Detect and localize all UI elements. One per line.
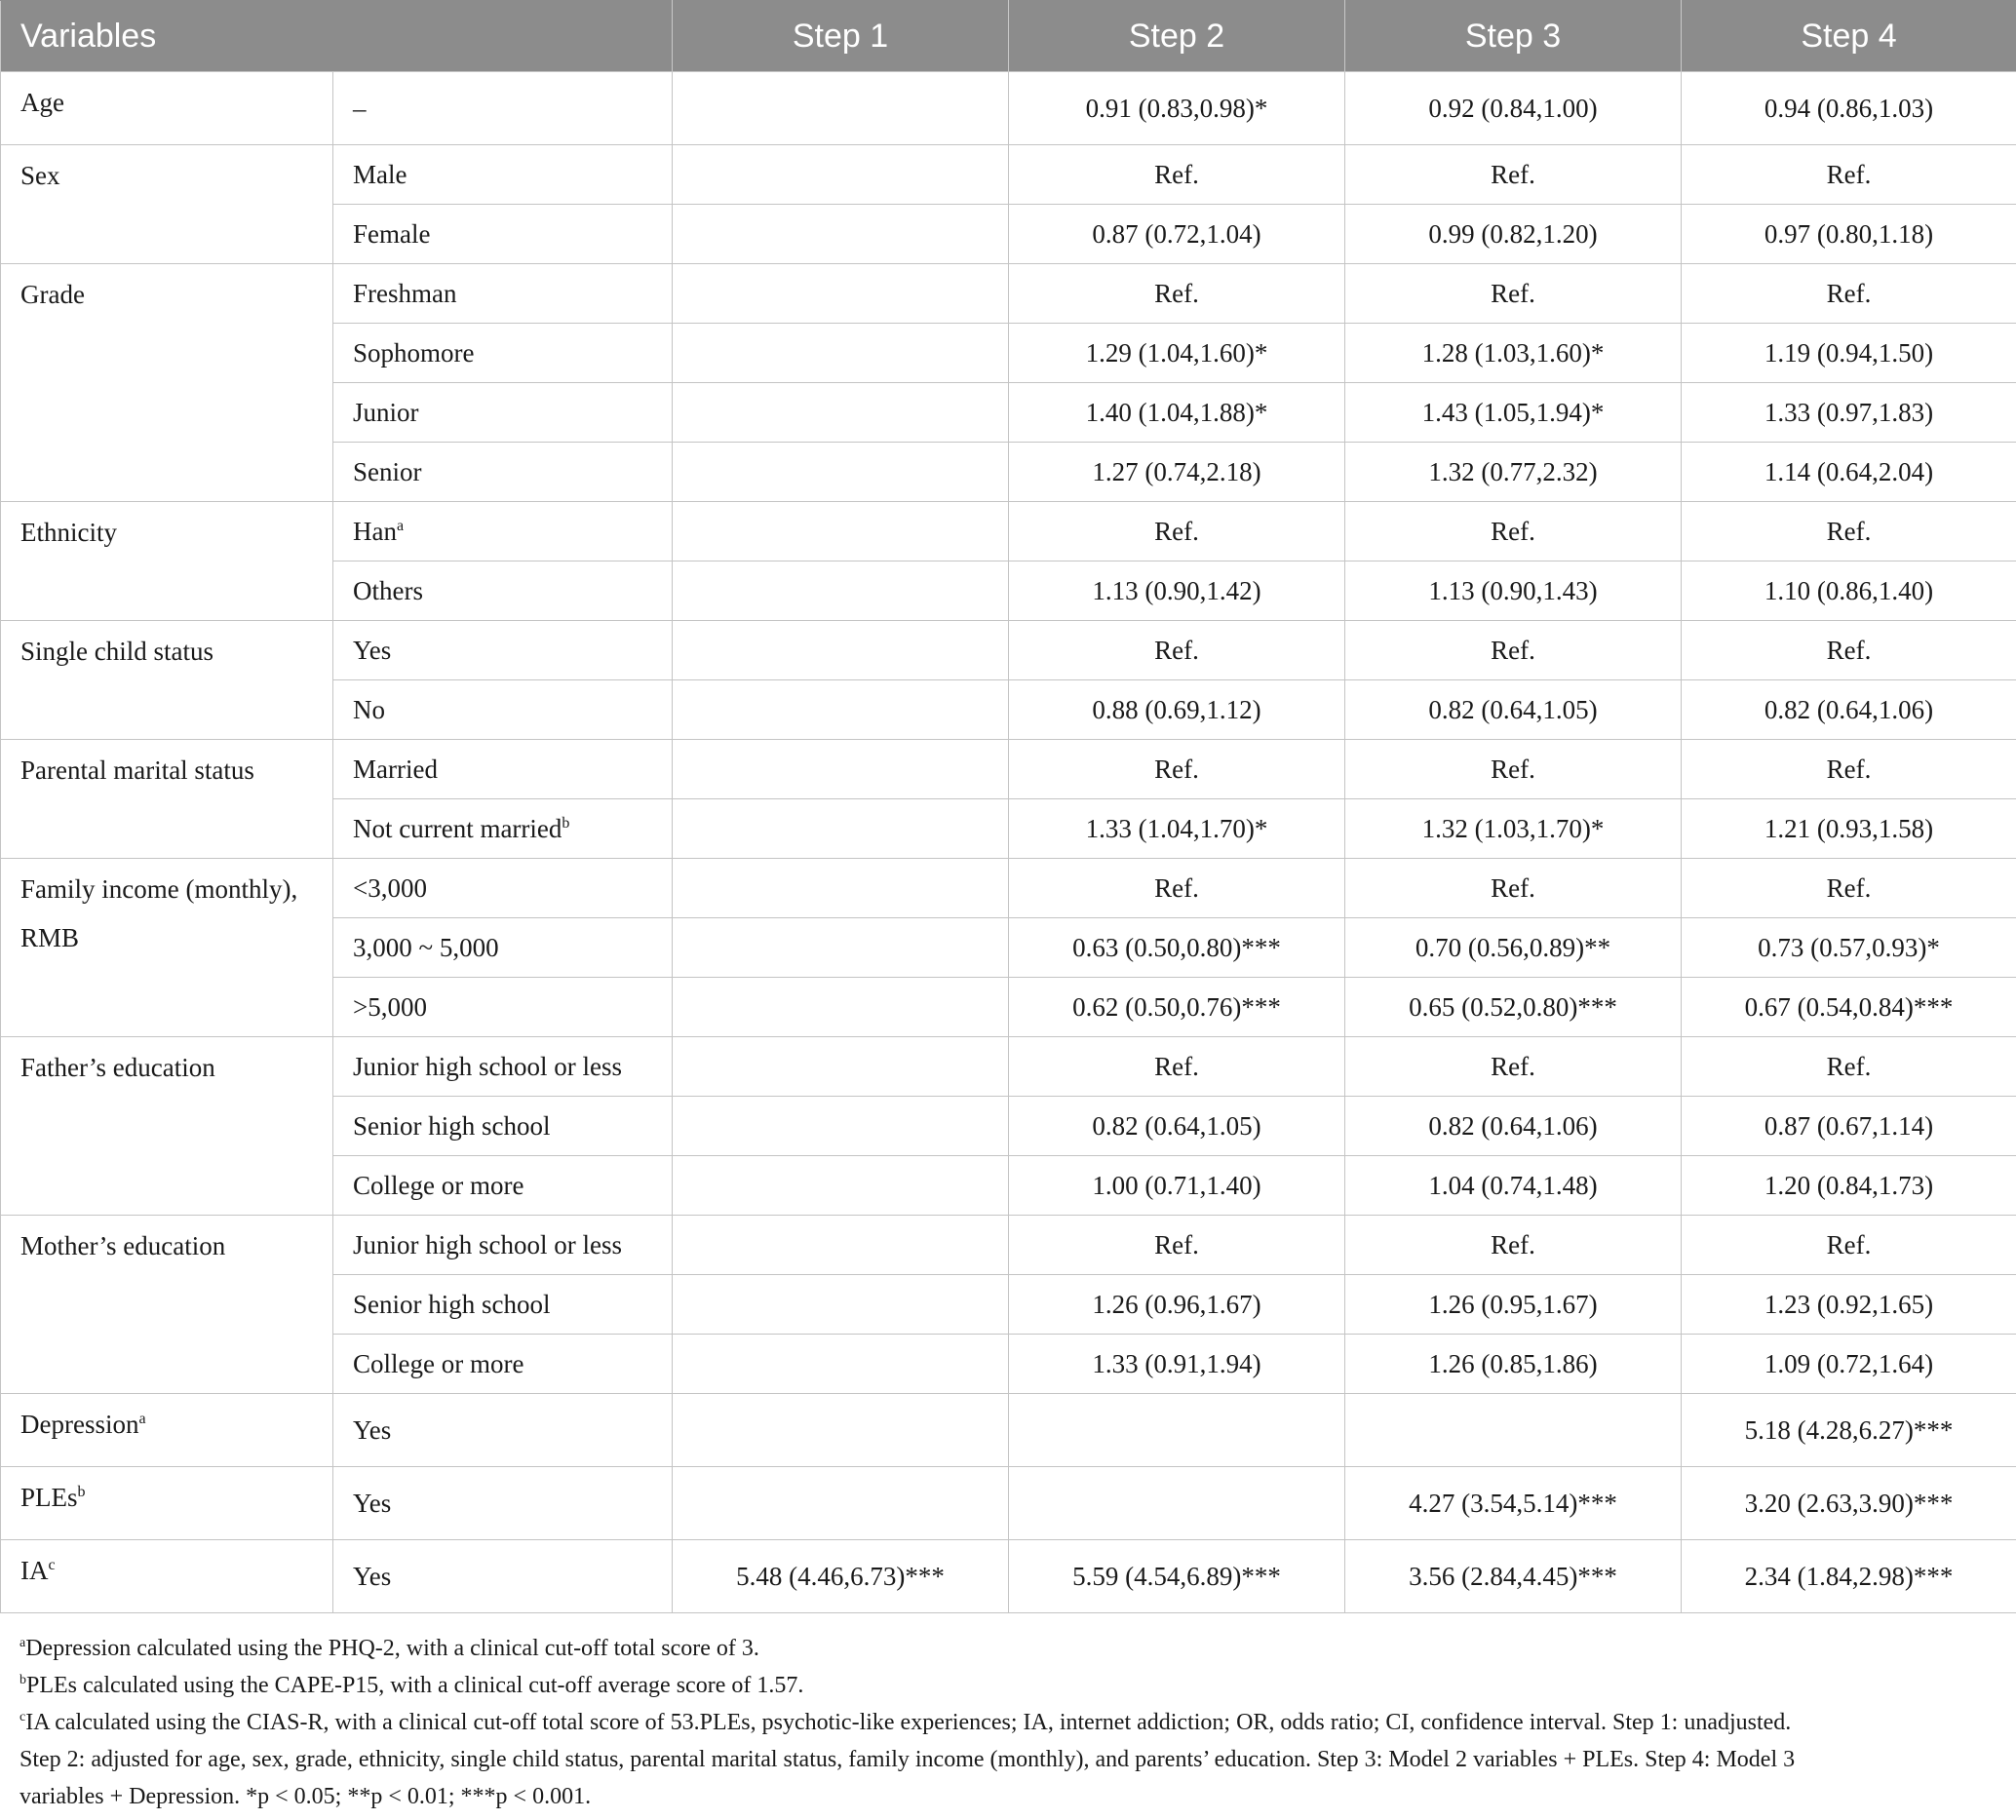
value-cell-step2: 0.91 (0.83,0.98)*: [1009, 72, 1345, 145]
value-cell-step2: 0.87 (0.72,1.04): [1009, 205, 1345, 264]
value-cell-step2: [1009, 1467, 1345, 1540]
value-cell-step4: 0.94 (0.86,1.03): [1682, 72, 2016, 145]
level-cell: <3,000: [333, 859, 673, 918]
variable-label: Sex: [20, 161, 60, 190]
value-cell-step4: 1.21 (0.93,1.58): [1682, 799, 2016, 859]
value-cell-step3: 1.04 (0.74,1.48): [1345, 1156, 1682, 1216]
value-cell-step1: [673, 1335, 1009, 1394]
header-variables: Variables: [1, 1, 673, 72]
variable-cell: [1, 72, 333, 145]
value-cell-step1: [673, 740, 1009, 799]
level-cell: Yes: [333, 1394, 673, 1467]
value-cell-step3: 1.13 (0.90,1.43): [1345, 561, 1682, 621]
variable-label: PLEs$^b$: [20, 1483, 86, 1512]
level-cell: Male: [333, 145, 673, 205]
variable-cell: [1, 1037, 333, 1216]
table-row: [1, 859, 2016, 918]
value-cell-step1: [673, 1467, 1009, 1540]
level-cell: Junior: [333, 383, 673, 443]
value-cell-step2: Ref.: [1009, 1216, 1345, 1275]
footnote-c-cont2: variables + Depression. *p < 0.05; **p < 0.01; ***p < 0.001.: [19, 1784, 592, 1809]
variable-cell: [1, 1394, 333, 1467]
level-cell: Freshman: [333, 264, 673, 324]
header-step1: Step 1: [673, 1, 1009, 72]
level-cell: >5,000: [333, 978, 673, 1037]
variable-cell: [1, 1540, 333, 1613]
level-cell: Female: [333, 205, 673, 264]
value-cell-step1: [673, 799, 1009, 859]
table-row: [1, 621, 2016, 680]
level-cell: Junior high school or less: [333, 1216, 673, 1275]
value-cell-step4: 1.23 (0.92,1.65): [1682, 1275, 2016, 1335]
value-cell-step3: 1.26 (0.85,1.86): [1345, 1335, 1682, 1394]
value-cell-step1: [673, 680, 1009, 740]
value-cell-step1: [673, 324, 1009, 383]
value-cell-step3: Ref.: [1345, 859, 1682, 918]
footnote-a: $^a$Depression calculated using the PHQ-2, with a clinical cut-off total score of 3.: [19, 1636, 759, 1661]
level-cell: Han$^a$: [333, 502, 673, 561]
value-cell-step3: 0.65 (0.52,0.80)***: [1345, 978, 1682, 1037]
table-row: [1, 1467, 2016, 1540]
value-cell-step4: Ref.: [1682, 621, 2016, 680]
value-cell-step2: 1.33 (0.91,1.94): [1009, 1335, 1345, 1394]
value-cell-step4: 0.73 (0.57,0.93)*: [1682, 918, 2016, 978]
variable-label: Father’s education: [20, 1053, 215, 1082]
level-cell: Senior high school: [333, 1275, 673, 1335]
value-cell-step3: 0.92 (0.84,1.00): [1345, 72, 1682, 145]
value-cell-step4: 3.20 (2.63,3.90)***: [1682, 1467, 2016, 1540]
table-row: [1, 1540, 2016, 1613]
value-cell-step3: 0.70 (0.56,0.89)**: [1345, 918, 1682, 978]
value-cell-step2: Ref.: [1009, 145, 1345, 205]
value-cell-step3: 1.32 (0.77,2.32): [1345, 443, 1682, 502]
level-cell: Married: [333, 740, 673, 799]
value-cell-step3: Ref.: [1345, 264, 1682, 324]
level-cell: Senior high school: [333, 1097, 673, 1156]
value-cell-step2: 1.13 (0.90,1.42): [1009, 561, 1345, 621]
value-cell-step3: Ref.: [1345, 1216, 1682, 1275]
value-cell-step2: 1.33 (1.04,1.70)*: [1009, 799, 1345, 859]
value-cell-step1: [673, 1275, 1009, 1335]
value-cell-step3: 1.28 (1.03,1.60)*: [1345, 324, 1682, 383]
value-cell-step4: 1.33 (0.97,1.83): [1682, 383, 2016, 443]
variable-label: Grade: [20, 280, 85, 309]
table-body: [1, 72, 2016, 1613]
value-cell-step3: 1.32 (1.03,1.70)*: [1345, 799, 1682, 859]
value-cell-step3: 3.56 (2.84,4.45)***: [1345, 1540, 1682, 1613]
value-cell-step2: Ref.: [1009, 502, 1345, 561]
variable-label: Depression$^a$: [20, 1410, 146, 1439]
value-cell-step1: [673, 859, 1009, 918]
header-step3: Step 3: [1345, 1, 1682, 72]
variable-label: Ethnicity: [20, 518, 117, 547]
value-cell-step1: [673, 1037, 1009, 1097]
level-cell: Junior high school or less: [333, 1037, 673, 1097]
value-cell-step2: 0.63 (0.50,0.80)***: [1009, 918, 1345, 978]
value-cell-step3: Ref.: [1345, 740, 1682, 799]
value-cell-step1: [673, 978, 1009, 1037]
value-cell-step3: Ref.: [1345, 502, 1682, 561]
variable-cell: [1, 859, 333, 1037]
value-cell-step2: 0.82 (0.64,1.05): [1009, 1097, 1345, 1156]
value-cell-step2: Ref.: [1009, 621, 1345, 680]
value-cell-step4: 0.67 (0.54,0.84)***: [1682, 978, 2016, 1037]
value-cell-step4: 1.09 (0.72,1.64): [1682, 1335, 2016, 1394]
variable-cell: [1, 145, 333, 264]
value-cell-step3: 1.26 (0.95,1.67): [1345, 1275, 1682, 1335]
variable-cell: [1, 621, 333, 740]
value-cell-step4: 0.97 (0.80,1.18): [1682, 205, 2016, 264]
level-cell: Others: [333, 561, 673, 621]
value-cell-step4: Ref.: [1682, 1216, 2016, 1275]
table-row: [1, 1216, 2016, 1275]
variable-label: Family income (monthly), RMB: [20, 874, 298, 952]
value-cell-step4: 1.19 (0.94,1.50): [1682, 324, 2016, 383]
table-row: [1, 264, 2016, 324]
value-cell-step1: [673, 145, 1009, 205]
level-cell: Sophomore: [333, 324, 673, 383]
value-cell-step2: 0.62 (0.50,0.76)***: [1009, 978, 1345, 1037]
value-cell-step2: 0.88 (0.69,1.12): [1009, 680, 1345, 740]
value-cell-step1: [673, 72, 1009, 145]
value-cell-step3: 0.82 (0.64,1.05): [1345, 680, 1682, 740]
level-cell: Senior: [333, 443, 673, 502]
footnote-b: $^b$PLEs calculated using the CAPE-P15, with a clinical cut-off average score of 1.57.: [19, 1673, 804, 1698]
value-cell-step1: [673, 918, 1009, 978]
level-cell: No: [333, 680, 673, 740]
value-cell-step2: Ref.: [1009, 740, 1345, 799]
value-cell-step3: 0.82 (0.64,1.06): [1345, 1097, 1682, 1156]
variable-label: Single child status: [20, 637, 213, 666]
value-cell-step1: 5.48 (4.46,6.73)***: [673, 1540, 1009, 1613]
value-cell-step1: [673, 1394, 1009, 1467]
table-header: [1, 1, 2016, 72]
level-cell: College or more: [333, 1335, 673, 1394]
variable-cell: [1, 1467, 333, 1540]
value-cell-step2: Ref.: [1009, 264, 1345, 324]
value-cell-step2: Ref.: [1009, 859, 1345, 918]
value-cell-step4: 1.14 (0.64,2.04): [1682, 443, 2016, 502]
variable-cell: [1, 1216, 333, 1394]
value-cell-step3: [1345, 1394, 1682, 1467]
value-cell-step4: Ref.: [1682, 1037, 2016, 1097]
level-cell: Yes: [333, 1540, 673, 1613]
value-cell-step4: 1.20 (0.84,1.73): [1682, 1156, 2016, 1216]
value-cell-step4: Ref.: [1682, 145, 2016, 205]
variable-cell: [1, 740, 333, 859]
value-cell-step1: [673, 205, 1009, 264]
value-cell-step4: 2.34 (1.84,2.98)***: [1682, 1540, 2016, 1613]
level-cell: College or more: [333, 1156, 673, 1216]
header-step2: Step 2: [1009, 1, 1345, 72]
value-cell-step4: Ref.: [1682, 740, 2016, 799]
value-cell-step2: 1.29 (1.04,1.60)*: [1009, 324, 1345, 383]
header-step4: Step 4: [1682, 1, 2016, 72]
footnote-c: $^c$IA calculated using the CIAS-R, with a clinical cut-off total score of 53.PLEs, psychotic-like experiences; IA, internet addiction; OR, odds ratio; CI, confidence interval. Step 1: unadjusted.: [19, 1710, 1792, 1735]
value-cell-step1: [673, 264, 1009, 324]
value-cell-step3: Ref.: [1345, 621, 1682, 680]
value-cell-step1: [673, 383, 1009, 443]
value-cell-step1: [673, 1216, 1009, 1275]
value-cell-step1: [673, 1156, 1009, 1216]
footnote-c-cont: Step 2: adjusted for age, sex, grade, ethnicity, single child status, parental marital status, family income (monthly), and parents’ education. Step 3: Model 2 variables + PLEs. Step 4: Model 3: [19, 1747, 1796, 1772]
table-row: [1, 72, 2016, 145]
value-cell-step1: [673, 502, 1009, 561]
value-cell-step4: Ref.: [1682, 502, 2016, 561]
variable-label: $IA^c$: [20, 1556, 56, 1585]
table-row: [1, 1037, 2016, 1097]
value-cell-step4: Ref.: [1682, 264, 2016, 324]
value-cell-step1: [673, 443, 1009, 502]
variable-label: Mother’s education: [20, 1231, 226, 1260]
value-cell-step2: 1.26 (0.96,1.67): [1009, 1275, 1345, 1335]
value-cell-step4: 5.18 (4.28,6.27)***: [1682, 1394, 2016, 1467]
value-cell-step2: 1.00 (0.71,1.40): [1009, 1156, 1345, 1216]
value-cell-step4: 0.87 (0.67,1.14): [1682, 1097, 2016, 1156]
table-row: [1, 740, 2016, 799]
level-cell: Yes: [333, 621, 673, 680]
value-cell-step2: 1.27 (0.74,2.18): [1009, 443, 1345, 502]
level-cell: –: [333, 72, 673, 145]
value-cell-step1: [673, 1097, 1009, 1156]
value-cell-step3: Ref.: [1345, 145, 1682, 205]
table-row: [1, 145, 2016, 205]
level-cell: 3,000 ~ 5,000: [333, 918, 673, 978]
value-cell-step3: 4.27 (3.54,5.14)***: [1345, 1467, 1682, 1540]
table-row: [1, 1394, 2016, 1467]
variable-label: Age: [20, 88, 64, 117]
variable-cell: [1, 502, 333, 621]
value-cell-step1: [673, 621, 1009, 680]
value-cell-step3: Ref.: [1345, 1037, 1682, 1097]
value-cell-step1: [673, 561, 1009, 621]
value-cell-step2: Ref.: [1009, 1037, 1345, 1097]
value-cell-step3: 1.43 (1.05,1.94)*: [1345, 383, 1682, 443]
value-cell-step3: 0.99 (0.82,1.20): [1345, 205, 1682, 264]
table-row: [1, 502, 2016, 561]
value-cell-step2: [1009, 1394, 1345, 1467]
table-footnotes: [19, 1630, 1998, 1815]
value-cell-step4: 0.82 (0.64,1.06): [1682, 680, 2016, 740]
value-cell-step4: 1.10 (0.86,1.40): [1682, 561, 2016, 621]
level-cell: Yes: [333, 1467, 673, 1540]
level-cell: Not current married$^b$: [333, 799, 673, 859]
value-cell-step2: 1.40 (1.04,1.88)*: [1009, 383, 1345, 443]
value-cell-step2: 5.59 (4.54,6.89)***: [1009, 1540, 1345, 1613]
variable-cell: [1, 264, 333, 502]
value-cell-step4: Ref.: [1682, 859, 2016, 918]
variable-label: Parental marital status: [20, 755, 254, 785]
